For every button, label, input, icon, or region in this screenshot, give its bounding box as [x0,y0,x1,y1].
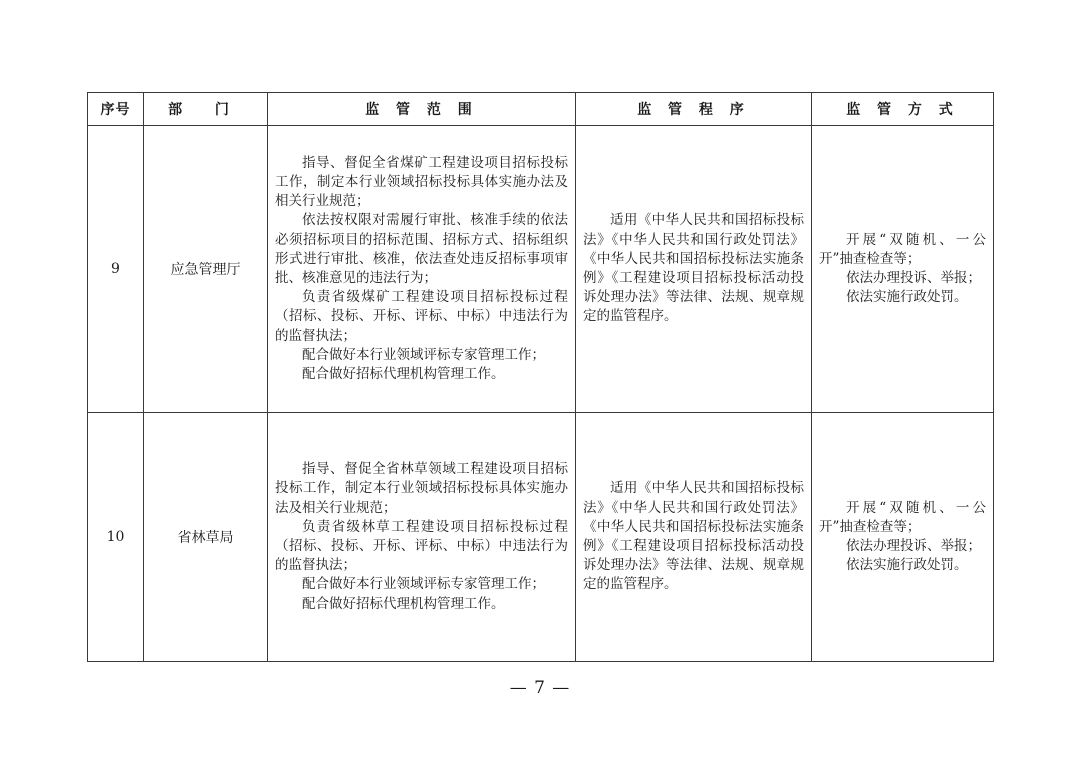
method-paragraph: 依法实施行政处罚。 [846,557,968,574]
scope-paragraph: 配合做好招标代理机构管理工作。 [302,366,505,383]
procedure-paragraph: 适用《中华人民共和国招标投标法》《中华人民共和国行政处罚法》《中华人民共和国招标投标法实施条例》《工程建设项目招标投标活动投诉处理办法》等法律、法规、规章规定的监管程序。 [583,480,804,593]
method-paragraph: 开展“双随机、一公开”抽查检查等； [819,231,986,267]
scope-paragraph: 依法按权限对需履行审批、核准手续的依法必须招标项目的招标范围、招标方式、招标组织形式进行审批、核准，依法查处违反招标事项审批、核准意见的违法行为； [275,212,568,286]
row-department: 应急管理厅 [144,126,268,413]
scope-paragraph: 配合做好本行业领域评标专家管理工作； [302,346,545,363]
scope-paragraph: 指导、督促全省煤矿工程建设项目招标投标工作，制定本行业领域招标投标具体实施办法及相关行业规范； [275,154,568,210]
scope-paragraph: 配合做好本行业领域评标专家管理工作； [302,576,545,593]
row-supervision-scope [268,413,576,662]
procedure-paragraph: 适用《中华人民共和国招标投标法》《中华人民共和国行政处罚法》《中华人民共和国招标投标法实施条例》《工程建设项目招标投标活动投诉处理办法》等法律、法规、规章规定的监管程序。 [583,212,804,325]
page-number: — 7 — [509,678,571,698]
table-header-row [88,93,994,126]
header-supervision-method: 监 管 方 式 [812,93,994,126]
scope-paragraph: 指导、督促全省林草领域工程建设项目招标投标工作，制定本行业领域招标投标具体实施办法及相关行业规范； [275,461,568,516]
header-department: 部 门 [144,93,268,126]
row-serial-number: 9 [88,126,144,413]
scope-paragraph: 配合做好招标代理机构管理工作。 [302,595,505,612]
row-supervision-scope [268,126,576,413]
row-department: 省林草局 [144,413,268,662]
method-paragraph: 开展“双随机、一公开”抽查检查等； [819,499,986,535]
row-serial-number: 10 [88,413,144,662]
header-serial-number: 序号 [88,93,144,126]
row-supervision-procedure [576,413,812,662]
supervision-table [87,92,994,662]
scope-paragraph: 负责省级林草工程建设项目招标投标过程（招标、投标、开标、评标、中标）中违法行为的监督执法； [275,518,568,574]
row-supervision-method [812,126,994,413]
header-supervision-scope: 监 管 范 围 [268,93,576,126]
scope-paragraph: 负责省级煤矿工程建设项目招标投标过程（招标、投标、开标、评标、中标）中违法行为的监督执法； [275,289,568,344]
method-paragraph: 依法实施行政处罚。 [846,289,968,306]
table-row [88,126,994,413]
table-row [88,413,994,662]
method-paragraph: 依法办理投诉、举报； [846,270,981,286]
row-supervision-method [812,413,994,662]
row-supervision-procedure [576,126,812,413]
method-paragraph: 依法办理投诉、举报； [846,538,981,554]
header-supervision-procedure: 监 管 程 序 [576,93,812,126]
